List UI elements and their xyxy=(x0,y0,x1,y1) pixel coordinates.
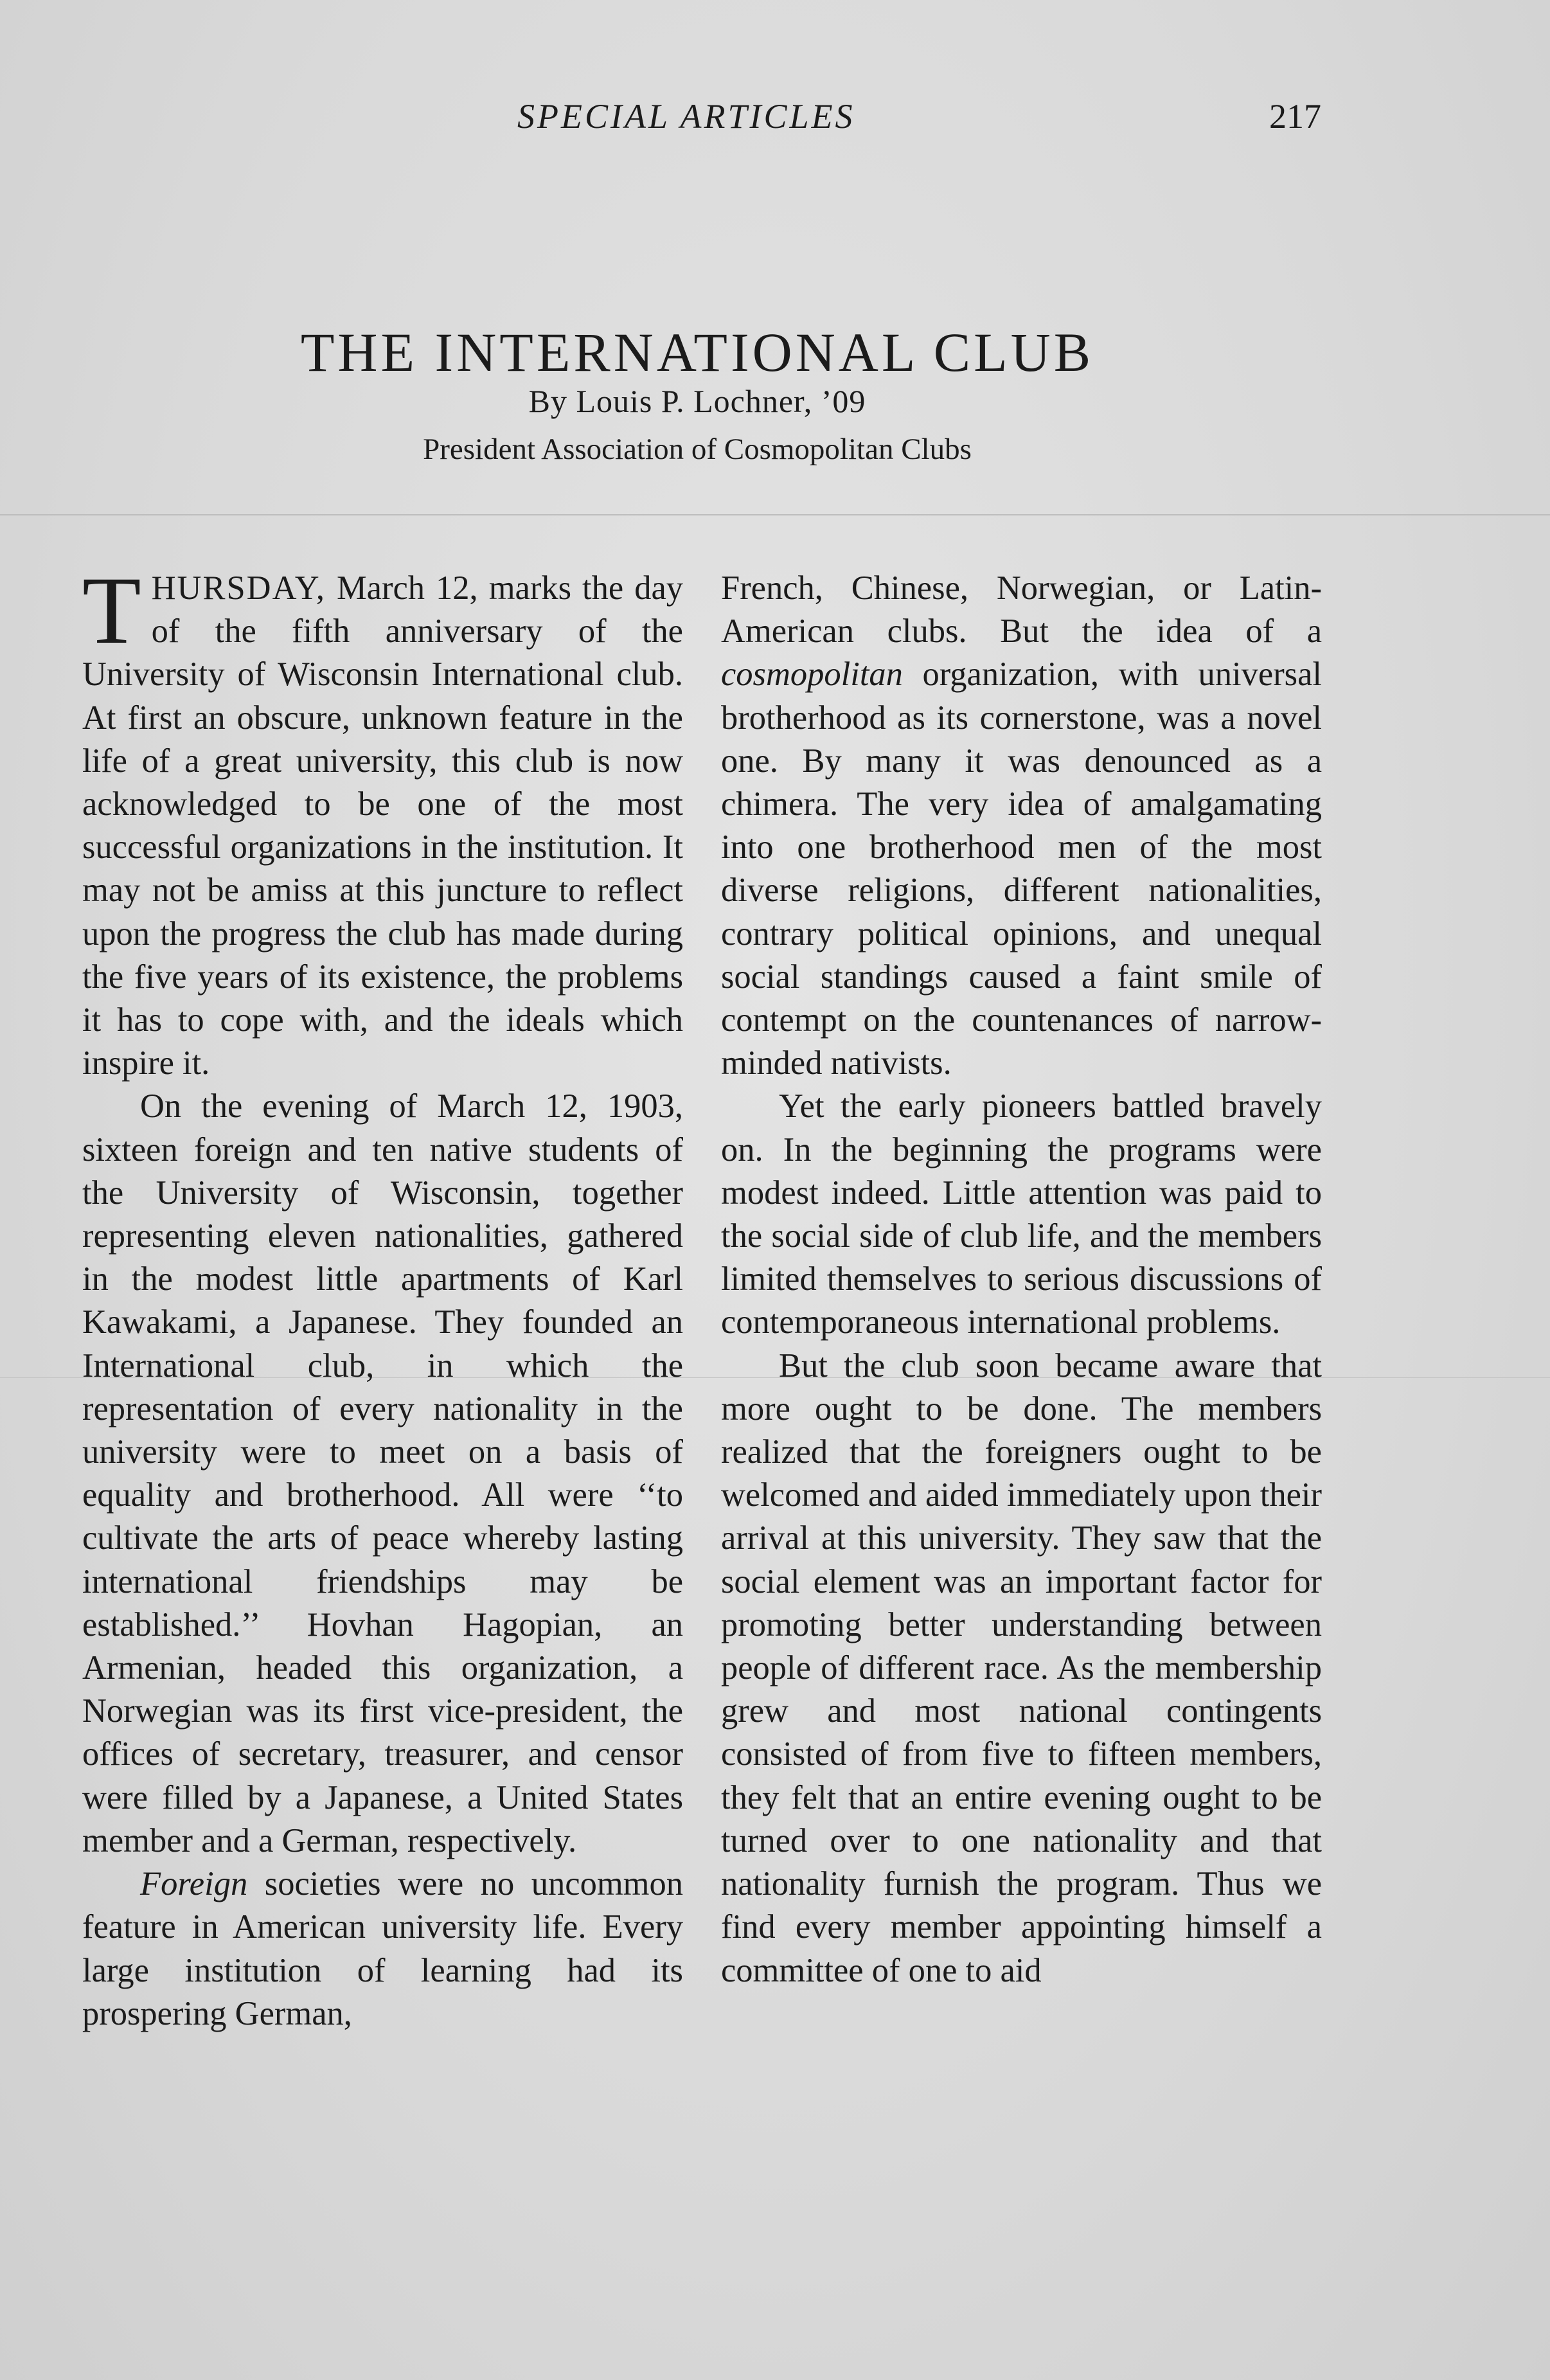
page-number: 217 xyxy=(1269,97,1321,136)
paragraph xyxy=(82,1863,683,2036)
left-column xyxy=(82,557,683,2036)
italic-word: Foreign xyxy=(140,1865,248,1903)
paragraph-text: March 12, marks the day of the fifth anniversary of the University of Wisconsin International club. At first an obscure, unknown feature in the life of a great university, this club is now acknowledged to be one of the most successful organizations in the institution. It may not be amiss at this juncture to reflect upon the progress the club has made during the five years of its existence, the problems it has to cope with, and the ideals which inspire it. xyxy=(82,569,683,1082)
paragraph-text: French, Chinese, Norwegian, or Latin-American clubs. But the idea of a xyxy=(721,569,1322,650)
right-column xyxy=(721,567,1322,1992)
author-affiliation: President Association of Cosmopolitan Clubs xyxy=(423,433,972,466)
article-byline: By Louis P. Lochner, ’09 xyxy=(528,383,866,419)
italic-word: cosmopolitan xyxy=(721,656,903,693)
article-title: THE INTERNATIONAL CLUB xyxy=(300,321,1094,383)
drop-cap: T xyxy=(82,557,141,664)
paragraph: On the evening of March 12, 1903, sixteen foreign and ten native students of the University of Wisconsin, together representing eleven nationalities, gathered in the modest little apartments of Karl Kawakami, a Japanese. They founded an International club, in which the representation of every nationality in the university were to meet on a basis of equality and brotherhood. All were ‘‘to cultivate the arts of peace whereby lasting international friendships may be established.’’ Hovhan Hagopian, an Armenian, headed this organization, a Norwegian was its first vice-president, the offices of secretary, treasurer, and censor were filled by a Japanese, a United States member and a German, respectively. xyxy=(82,1087,683,1859)
lead-word: HURSDAY, xyxy=(151,569,326,607)
running-title: SPECIAL ARTICLES xyxy=(517,97,855,136)
paragraph-text: organization, with universal brotherhood as its cornerstone, was a novel one. By many it was denounced as a chimera. The very idea of amalgamating into one brotherhood men of the most diverse religions, different nationalities, contrary political opinions, and unequal social standings caused a faint smile of contempt on the countenances of narrow-minded nativists. xyxy=(721,656,1322,1082)
paragraph: But the club soon became aware that more ought to be done. The members realized that the foreigners ought to be welcomed and aided immediately upon their arrival at this university. They saw that the social element was an important factor for promoting better understanding between people of different race. As the membership grew and most national contingents consisted of from five to fifteen members, they felt that an entire evening ought to be turned over to one nationality and that nationality furnish the program. Thus we find every member appointing himself a committee of one to aid xyxy=(721,1347,1322,1989)
paragraph xyxy=(82,557,683,1085)
paragraph-text: societies were no uncommon feature in American university life. Every large institution of learning had its prospering German, xyxy=(82,1865,683,2032)
running-head xyxy=(0,96,1550,148)
paragraph xyxy=(721,567,1322,1085)
paragraph: Yet the early pioneers battled bravely on. In the beginning the programs were modest indeed. Little attention was paid to the social side of club life, and the members limited themselves to serious discussions of contemporaneous international problems. xyxy=(721,1087,1322,1341)
section-divider xyxy=(0,514,1550,515)
